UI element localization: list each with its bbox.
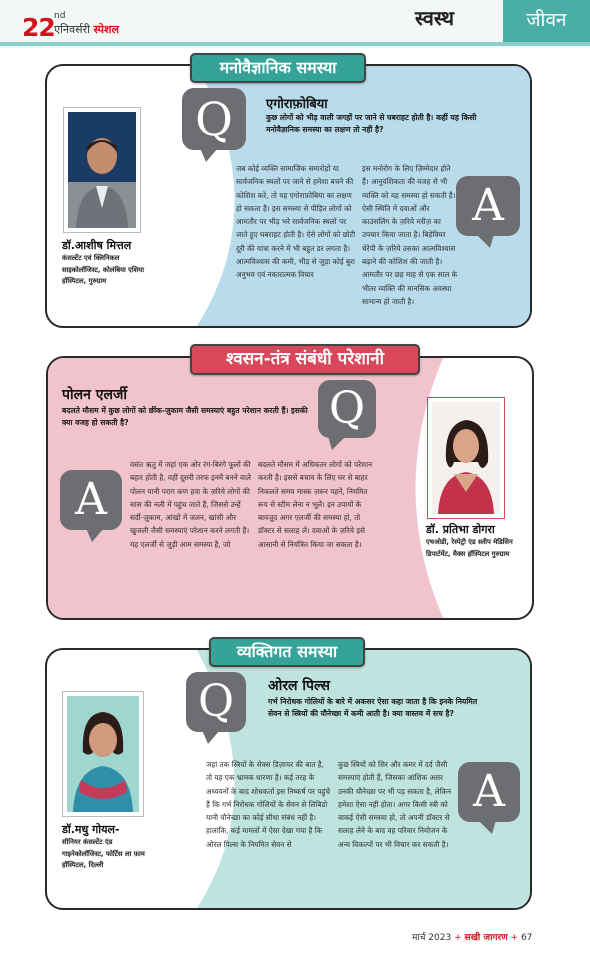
topic-title: ओरल पिल्स xyxy=(268,678,330,694)
section-banner: श्वसन-तंत्र संबंधी परेशानी xyxy=(190,344,420,375)
doctor-portrait-image xyxy=(432,402,500,514)
section-banner: मनोवैज्ञानिक समस्या xyxy=(190,53,366,83)
answer-column-1: जब कोई व्यक्ति सामाजिक समारोहों या सार्वजनिक स्थलों पर जाने से हमेशा बचने की कोशिश करे, तो यह एगोराफ़ोबिया का लक्षण हो सकता है। इस समस्या से पीड़ित लोगों को आमतौर पर भीड़ भरे सार्वजनिक स्थलों पर जाते हुए घबराहट होती है। ऐसे लोगों को छोटी दूरी की यात्रा करने में भी बहुत डर लगता है। आत्मविश्वास की कमी, भीड़ से जुड़ा कोई बुरा अनुभव एवं नकारात्मक विचार xyxy=(236,164,356,280)
header-rule xyxy=(0,42,590,46)
question-text: बदलते मौसम में कुछ लोगों को छींक-ज़ुकाम जैसी समस्याएं बहुत परेशान करती हैं। इसकी क्या वजह हो सकती है? xyxy=(62,406,308,427)
doctor-role: सीनियर कंसल्टेंट एंड गाइनेकोलॉजिस्ट, फोर्टिस ला फ़ाम हॉस्पिटल, दिल्ली xyxy=(62,838,145,869)
answer-bubble xyxy=(60,470,122,530)
answer-letter: A xyxy=(75,474,107,525)
footer-brand: सखी जागरण xyxy=(464,933,508,943)
question-bubble-tail xyxy=(328,436,346,450)
doctor-portrait-image xyxy=(68,112,136,228)
topic-title: पोलन एलर्जी xyxy=(62,387,127,403)
question-bubble-tail xyxy=(200,148,218,162)
answer-bubble-tail xyxy=(476,234,494,248)
answer-column-2: बदलते मौसम में अधिकतर लोगों को परेशान करती है। इससे बचाव के लिए घर से बाहर निकलते समय मास्क ज़रूर पहनें, नियमित रूप से स्टीम लेना न भूलें। इन उपायों के बावज़ूद अगर एलर्जी की समस्या हो, तो डॉक्टर से सलाह लें। दवाओं के ज़रिये इसे आसानी से नियंत्रित किया जा सकता है। xyxy=(258,460,373,549)
section-title-dark: स्वस्थ xyxy=(415,6,455,30)
doctor-photo xyxy=(428,398,504,518)
doctor-role: कंसल्टेंट एवं क्लिनिकल साइकोलॉजिस्ट, कोलंबिया एशिया हॉस्पिटल, गुरुग्राम xyxy=(62,254,145,285)
question-bubble-tail xyxy=(202,730,220,744)
issue-label xyxy=(54,22,119,37)
doctor-role: एचओडी, रेस्पेट्री एंड स्लीप मेडिसिन डिपार्टमेंट, मैक्स हॉस्पिटल गुरुग्राम xyxy=(426,538,513,558)
issue-label-special: स्पेशल xyxy=(93,23,119,36)
issue-label-prefix: एनिवर्सरी xyxy=(54,23,90,36)
doctor-portrait-image xyxy=(67,696,139,812)
question-letter: Q xyxy=(195,92,233,146)
answer-column-2: कुछ स्त्रियों को सिर और कमर में दर्द जैसी समस्याएं होती हैं, जिसका आंशिक असर उनकी यौनेच्छा पर भी पड़ सकता है, लेकिन हमेशा ऐसा नहीं होता। अगर किसी स्त्री को वाकई ऐसी समस्या हो, तो अपनी डॉक्टर से सलाह लेने के बाद वह परिवार नियोजन के अन्य विकल्पों पर भी विचार कर सकती है। xyxy=(338,760,452,849)
section-title-light: जीवन xyxy=(503,0,590,42)
question-letter: Q xyxy=(328,383,366,434)
question-text: गर्भ निरोधक गोलियों के बारे में अकसर ऐसा कहा जाता है कि इनके नियमित सेवन से स्त्रियों की यौनेच्छा में कमी आती है। क्या वास्तव में सच है? xyxy=(268,697,478,718)
question-bubble xyxy=(182,88,246,150)
question-bubble xyxy=(186,672,246,732)
page-footer: मार्च 2023 + सखी जागरण + 67 xyxy=(412,933,533,943)
answer-column-2: इस मनोरोग के लिए ज़िम्मेदार होते हैं। आनुवंशिकता की वजह से भी व्यक्ति को यह समस्या हो सकती है। ऐसी स्थिति में दवाओं और काउंसलिंग के ज़रिये मरीज़ का उपचार किया जाता है। बिहेवियर थेरेपी के ज़रिये उसका आत्मविश्वास बढ़ाने की कोशिश की जाती है। आमतौर पर छह माह से एक साल के भीतर व्यक्ति की मानसिक अवस्था सामान्य हो जाती है। xyxy=(362,164,458,306)
doctor-name: डॉ.मधु गोयल- xyxy=(62,823,120,836)
answer-bubble xyxy=(458,762,520,822)
footer-page-number: 67 xyxy=(520,933,533,943)
answer-column-1: वसंत ऋतु में जहां एक ओर रंग-बिरंगे फूलों की बहार होती है, वहीं दूसरी तरफ इनमें बनने वाले पोलन यानी पराग कण हवा के ज़रिये लोगों की सांस की नली में पहुंच जाते हैं, जिससे उन्हें सर्दी-ज़ुकाम, आंखों में जलन, खांसी और खुजली जैसी समस्याएं परेशान करने लगती हैं। यह एलर्जी से जुड़ी आम समस्या है, जो xyxy=(130,460,251,549)
doctor-name: डॉ. प्रतिभा डोगरा xyxy=(426,523,495,536)
answer-bubble-tail xyxy=(86,528,104,542)
section-banner: व्यक्तिगत समस्या xyxy=(209,637,365,667)
answer-letter: A xyxy=(473,766,505,817)
question-bubble xyxy=(318,380,376,438)
issue-number: 22 xyxy=(22,13,55,42)
answer-bubble xyxy=(456,176,520,236)
question-letter: Q xyxy=(197,676,235,727)
doctor-name: डॉ.आशीष मित्तल xyxy=(62,239,132,252)
doctor-photo xyxy=(63,692,143,816)
topic-title: एगोराफ़ोबिया xyxy=(266,97,328,112)
answer-bubble-tail xyxy=(478,820,496,834)
doctor-photo xyxy=(64,108,140,232)
answer-letter: A xyxy=(472,180,504,231)
question-text: कुछ लोगों को भीड़ वाली जगहों पर जाने से घबराहट होती है। कहीं यह किसी मनोवैज्ञानिक समस्या का लक्षण तो नहीं है? xyxy=(266,113,477,134)
answer-column-1: जहां तक स्त्रियों के सेक्स डिज़ायर की बात है, तो यह एक भ्रामक धारणा है। कई तरह के अध्ययनों के बाद शोधकर्ता इस निष्कर्ष पर पहुंचे हैं कि गर्भ निरोधक गोलियों के सेवन से लिबिडो यानी यौनेच्छा का कोई सीधा संबंध नहीं है। हालांकि, कई मामलों में ऐसा देखा गया है कि ओरल पिल्स के नियमित सेवन से xyxy=(206,760,330,849)
issue-suffix: nd xyxy=(54,11,66,21)
footer-month: मार्च 2023 xyxy=(412,933,452,943)
